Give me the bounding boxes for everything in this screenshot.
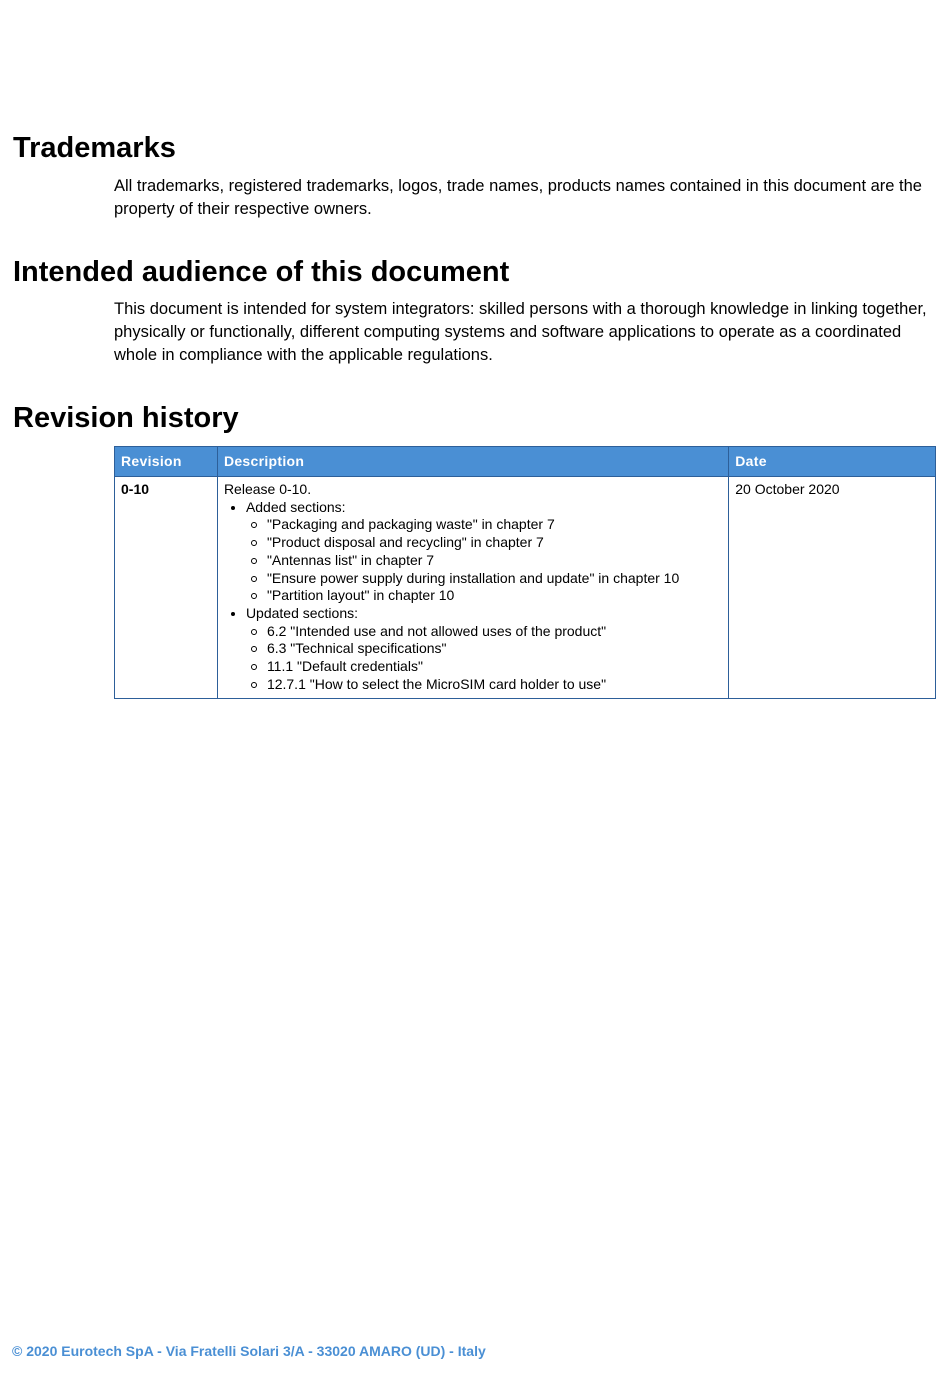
list-item: 6.2 "Intended use and not allowed uses of the product"	[246, 623, 722, 641]
added-label: Added sections:	[245, 498, 346, 515]
revision-history-heading: Revision history	[13, 402, 239, 434]
revision-table	[114, 446, 936, 699]
list-item: 11.1 "Default credentials"	[246, 658, 722, 676]
updated-list	[246, 623, 722, 694]
header-description: Description	[217, 447, 728, 477]
list-item: "Product disposal and recycling" in chapter 7	[246, 534, 722, 552]
header-date: Date	[729, 447, 936, 477]
release-line: Release 0-10.	[223, 481, 312, 497]
table-row	[115, 477, 936, 699]
audience-heading: Intended audience of this document	[13, 256, 510, 288]
list-item	[224, 499, 722, 605]
added-list	[246, 516, 722, 605]
list-item: "Partition layout" in chapter 10	[246, 587, 722, 605]
list-item: 12.7.1 "How to select the MicroSIM card holder to use"	[246, 676, 722, 694]
trademarks-paragraph: All trademarks, registered trademarks, logos, trade names, products names contained in this document are the property of their respective owners.	[114, 177, 922, 218]
list-item: "Antennas list" in chapter 7	[246, 552, 722, 570]
header-revision: Revision	[115, 447, 218, 477]
change-list	[224, 499, 722, 694]
trademarks-heading: Trademarks	[13, 132, 176, 164]
list-item: 6.3 "Technical specifications"	[246, 640, 722, 658]
updated-label: Updated sections:	[245, 604, 359, 621]
list-item	[224, 605, 722, 694]
audience-paragraph: This document is intended for system integrators: skilled persons with a thorough knowledge in linking together, physically or functionally, different computing systems and software applications to operate as a coordinated whole in compliance with the applicable regulations.	[114, 300, 927, 364]
list-item: "Ensure power supply during installation and update" in chapter 10	[246, 570, 722, 588]
revision-description	[217, 477, 728, 699]
revision-table-header	[115, 447, 936, 477]
revision-number: 0-10	[115, 477, 218, 699]
footer-copyright: © 2020 Eurotech SpA - Via Fratelli Solari 3/A - 33020 AMARO (UD) - Italy	[12, 1343, 486, 1359]
list-item: "Packaging and packaging waste" in chapter 7	[246, 516, 722, 534]
revision-date: 20 October 2020	[729, 477, 936, 699]
